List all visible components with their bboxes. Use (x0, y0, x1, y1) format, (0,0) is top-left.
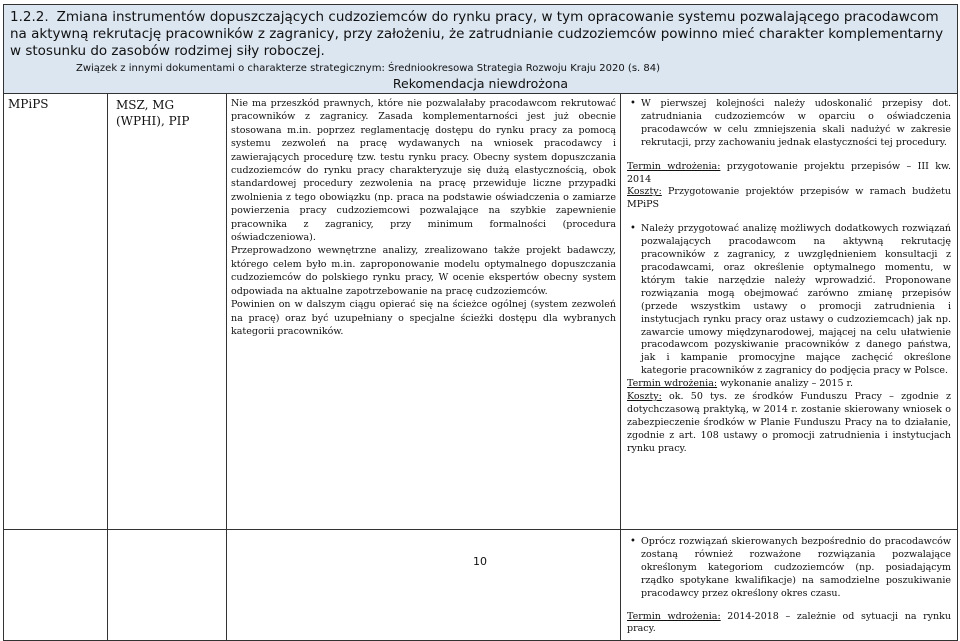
recommendation-status: Rekomendacja niewdrożona (392, 76, 569, 91)
action-bullet: • W pierwszej kolejności należy udoskonalić przepisy dot. zatrudniania cudzoziemców w oparciu o oświadczenia pracodawców w celu zmniejszenia skali nadużyć w zakresie rekrutacji, przy zachowaniu jednak elastyczności tej procedury. (627, 98, 951, 150)
detail-label: Koszty: (627, 186, 662, 198)
recommendation-table (3, 4, 958, 641)
action-detail (627, 391, 951, 456)
action-block (627, 98, 951, 150)
detail-label: Koszty: (627, 391, 662, 403)
action-detail (627, 378, 951, 391)
section-header-row (4, 5, 958, 94)
action-bullet: • Oprócz rozwiązań skierowanych bezpośrednio do pracodawców zostaną również rozważone rozwiązania pozwalające określonym kategoriom cudzoziemców (np. posiadającym rządko spotykane kwalifikacje) na samodzielne poszukiwanie pracodawcy przez określony okres czasu. (627, 536, 951, 601)
institution-cell (4, 94, 108, 530)
detail-value: Przygotowanie projektów przepisów w ramach budżetu MPiPS (627, 186, 951, 211)
section-header-cell (4, 5, 958, 94)
actions-cell (621, 530, 958, 641)
detail-label: Termin wdrożenia: (627, 378, 718, 390)
empty-cell (4, 530, 108, 641)
action-detail (627, 186, 951, 212)
action-bullet: • Należy przygotować analizę możliwych dodatkowych rozwiązań pozwalających pracodawcom na aktywną rekrutację pracowników z zagranicy, z uwzględnieniem konsultacji z pracodawcami, oraz określenie optymalnego momentu, w którym takie narzędzie należy wprowadzić. Proponowane rozwiązania mogą obejmować zarówno zmianę przepisów (przede wszystkim ustawy o promocji zatrudnienia i instytucjach rynku pracy oraz ustawy o cudzoziemcach) jak np. zawarcie umowy międzynarodowej, mającej na celu ułatwienie pracodawcom pozyskiwanie pracowników z danego państwa, jak i kampanie promocyjne mające zachęcić określone kategorie pracowników z zagranicy do podjęcia pracy w Polsce. (627, 223, 951, 378)
description-paragraph: Nie ma przeszkód prawnych, które nie pozwalałaby pracodawcom rekrutować pracowników z zagranicy. Zasada komplementarności jest już obecnie stosowana m.in. poprzez reglamentację dostępu do rynku pracy za pomocą systemu zezwoleń na pracę wydawanych na wniosek pracodawcy i zawierających procedurę tzw. testu rynku pracy. Obecny system dopuszczania cudzoziemców do rynku pracy charakteryzuje się dużą elastycznością, obok standardowej procedury zezwolenia na pracę przewiduje liczne przypadki zwolnienia z tego obowiązku (np. praca na podstawie oświadczenia o zamiarze powierzenia pracy cudzoziemcowi pozwalające na szybkie zapewnienie pracownika z zagranicy, przy minimum formalności (procedura oświadczeniowa). (231, 98, 616, 244)
partners-cell (108, 94, 227, 530)
detail-label: Termin wdrożenia: (627, 160, 721, 172)
detail-label: Termin wdrożenia: (627, 610, 721, 622)
action-detail (627, 611, 951, 637)
action-detail (627, 161, 951, 187)
section-title: Zmiana instrumentów dopuszczających cudzoziemców do rynku pracy, w tym opracowanie systemu pozwalającego pracodawcom na aktywną rekrutację pracowników z zagranicy, przy założeniu, że zatrudnianie cudzoziemców powinno mieć charakter komplementarny w stosunku do zasobów rodzimej siły roboczej. (10, 9, 944, 59)
action-details (627, 161, 951, 213)
detail-value: wykonanie analizy – 2015 r. (717, 378, 854, 390)
related-documents: Związek z innymi dokumentami o charakterze strategicznym: Średniookresowa Strategia Rozwoju Kraju 2020 (s. 84) (76, 63, 661, 74)
section-number: 1.2.2. (10, 9, 49, 25)
page-number: 10 (473, 555, 487, 568)
description-cell (227, 94, 621, 530)
institution: MPiPS (8, 97, 49, 111)
continuation-row (4, 530, 958, 641)
empty-cell (108, 530, 227, 641)
actions-cell (621, 94, 958, 530)
detail-value: przygotowanie projektu przepisów – III kw. 2014 (627, 160, 951, 185)
action-block (627, 536, 951, 601)
content-row (4, 94, 958, 530)
description-paragraph: Powinien on w dalszym ciągu opierać się na ścieżce ogólnej (system zezwoleń na pracę) oraz być uzupełniany o specjalne ścieżki dostępu dla wybranych kategorii pracowników. (231, 299, 616, 337)
partners: MSZ, MG (WPHI), PIP (116, 98, 190, 128)
empty-cell (227, 530, 621, 641)
detail-value: ok. 50 tys. ze środków Funduszu Pracy – zgodnie z dotychczasową praktyką, w 2014 r. zostanie skierowany wniosek o zabezpieczenie środków w Planie Funduszu Pracy na to działanie, zgodnie z art. 108 ustawy o promocji zatrudnienia i instytucjach rynku pracy. (627, 391, 951, 454)
detail-value: 2014-2018 – zależnie od sytuacji na rynku pracy. (627, 610, 951, 635)
action-block (627, 223, 951, 455)
description-paragraph: Przeprowadzono wewnętrzne analizy, zrealizowano także projekt badawczy, którego celem było m.in. zaproponowanie modelu optymalnego dopuszczania cudzoziemców do polskiego rynku pracy, W ocenie ekspertów obecny system odpowiada na aktualne zapotrzebowanie na pracę cudzoziemców. (231, 245, 616, 297)
section-heading (4, 5, 957, 62)
